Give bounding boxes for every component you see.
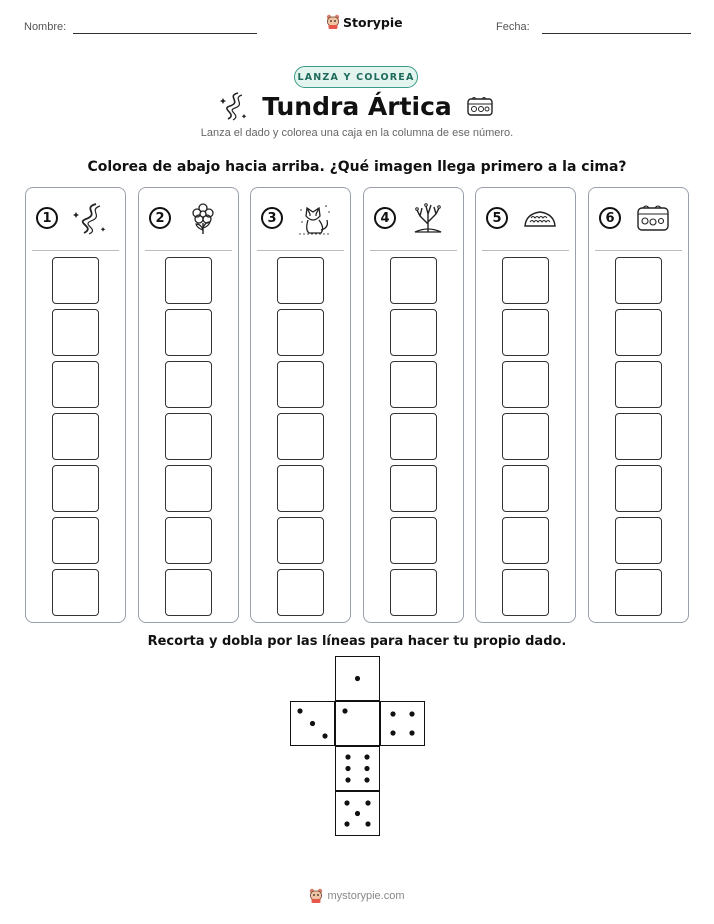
column-2 [138,187,239,623]
color-box[interactable] [502,257,549,304]
color-box[interactable] [390,465,437,512]
dice-face-one [335,656,380,701]
color-box[interactable] [502,413,549,460]
color-box[interactable] [390,413,437,460]
arctic-fox-icon [297,200,333,236]
column-number: 5 [486,207,508,229]
color-box[interactable] [52,413,99,460]
dice-face-four [380,701,425,746]
color-box[interactable] [52,569,99,616]
column-1 [25,187,126,623]
dice-net [290,656,425,836]
color-box[interactable] [277,517,324,564]
column-3 [250,187,351,623]
color-box[interactable] [277,569,324,616]
color-box[interactable] [165,309,212,356]
color-box[interactable] [277,361,324,408]
column-divider [595,250,682,251]
terrarium-icon [635,200,671,236]
dice-face-center [335,701,380,746]
page-title: Tundra Ártica [262,91,452,121]
footer-url[interactable]: mystorypie.com [327,890,405,902]
color-box[interactable] [615,309,662,356]
color-box[interactable] [615,465,662,512]
column-divider [257,250,344,251]
color-box[interactable] [165,465,212,512]
storypie-mascot-icon [326,14,340,30]
color-box[interactable] [502,465,549,512]
color-box[interactable] [502,569,549,616]
column-number: 4 [374,207,396,229]
color-box[interactable] [52,517,99,564]
color-box[interactable] [615,361,662,408]
column-divider [482,250,569,251]
name-line[interactable] [73,33,257,34]
lichen-icon [410,200,446,236]
color-box[interactable] [615,257,662,304]
color-box[interactable] [390,257,437,304]
column-5 [475,187,576,623]
color-box[interactable] [52,361,99,408]
color-box[interactable] [165,413,212,460]
color-box[interactable] [165,517,212,564]
column-divider [32,250,119,251]
color-box[interactable] [502,361,549,408]
dice-face-six [335,746,380,791]
column-4 [363,187,464,623]
color-box[interactable] [502,517,549,564]
title-row [0,90,714,122]
color-box[interactable] [52,309,99,356]
dice-face-five [335,791,380,836]
column-number: 3 [261,207,283,229]
column-number: 2 [149,207,171,229]
color-box[interactable] [165,569,212,616]
color-box[interactable] [390,569,437,616]
column-6 [588,187,689,623]
column-divider [370,250,457,251]
brand-name: Storypie [343,14,403,30]
subtitle: Lanza el dado y colorea una caja en la columna de ese número. [200,127,514,139]
name-label: Nombre: [24,21,67,33]
column-divider [145,250,232,251]
terrarium-icon [466,95,494,117]
column-number: 1 [36,207,58,229]
dice-face-three [290,701,335,746]
color-box[interactable] [277,413,324,460]
color-box[interactable] [277,465,324,512]
brand-logo [326,14,403,30]
color-box[interactable] [277,309,324,356]
color-box[interactable] [165,257,212,304]
column-number: 6 [599,207,621,229]
cut-instruction: Recorta y dobla por las líneas para hacer tu propio dado. [147,634,567,649]
aurora-icon [220,90,248,122]
color-box[interactable] [165,361,212,408]
color-box[interactable] [502,309,549,356]
aurora-icon [72,200,108,236]
color-box[interactable] [390,361,437,408]
color-box[interactable] [615,569,662,616]
color-box[interactable] [52,257,99,304]
moss-icon [522,200,558,236]
date-label: Fecha: [496,21,530,33]
color-box[interactable] [277,257,324,304]
color-box[interactable] [390,309,437,356]
date-line[interactable] [542,33,691,34]
footer [0,888,714,904]
instruction: Colorea de abajo hacia arriba. ¿Qué imagen llega primero a la cima? [87,159,627,175]
activity-badge: LANZA Y COLOREA [294,66,418,88]
color-box[interactable] [390,517,437,564]
flower-icon [185,200,221,236]
color-box[interactable] [52,465,99,512]
color-box[interactable] [615,413,662,460]
storypie-mascot-icon [309,888,323,904]
color-box[interactable] [615,517,662,564]
